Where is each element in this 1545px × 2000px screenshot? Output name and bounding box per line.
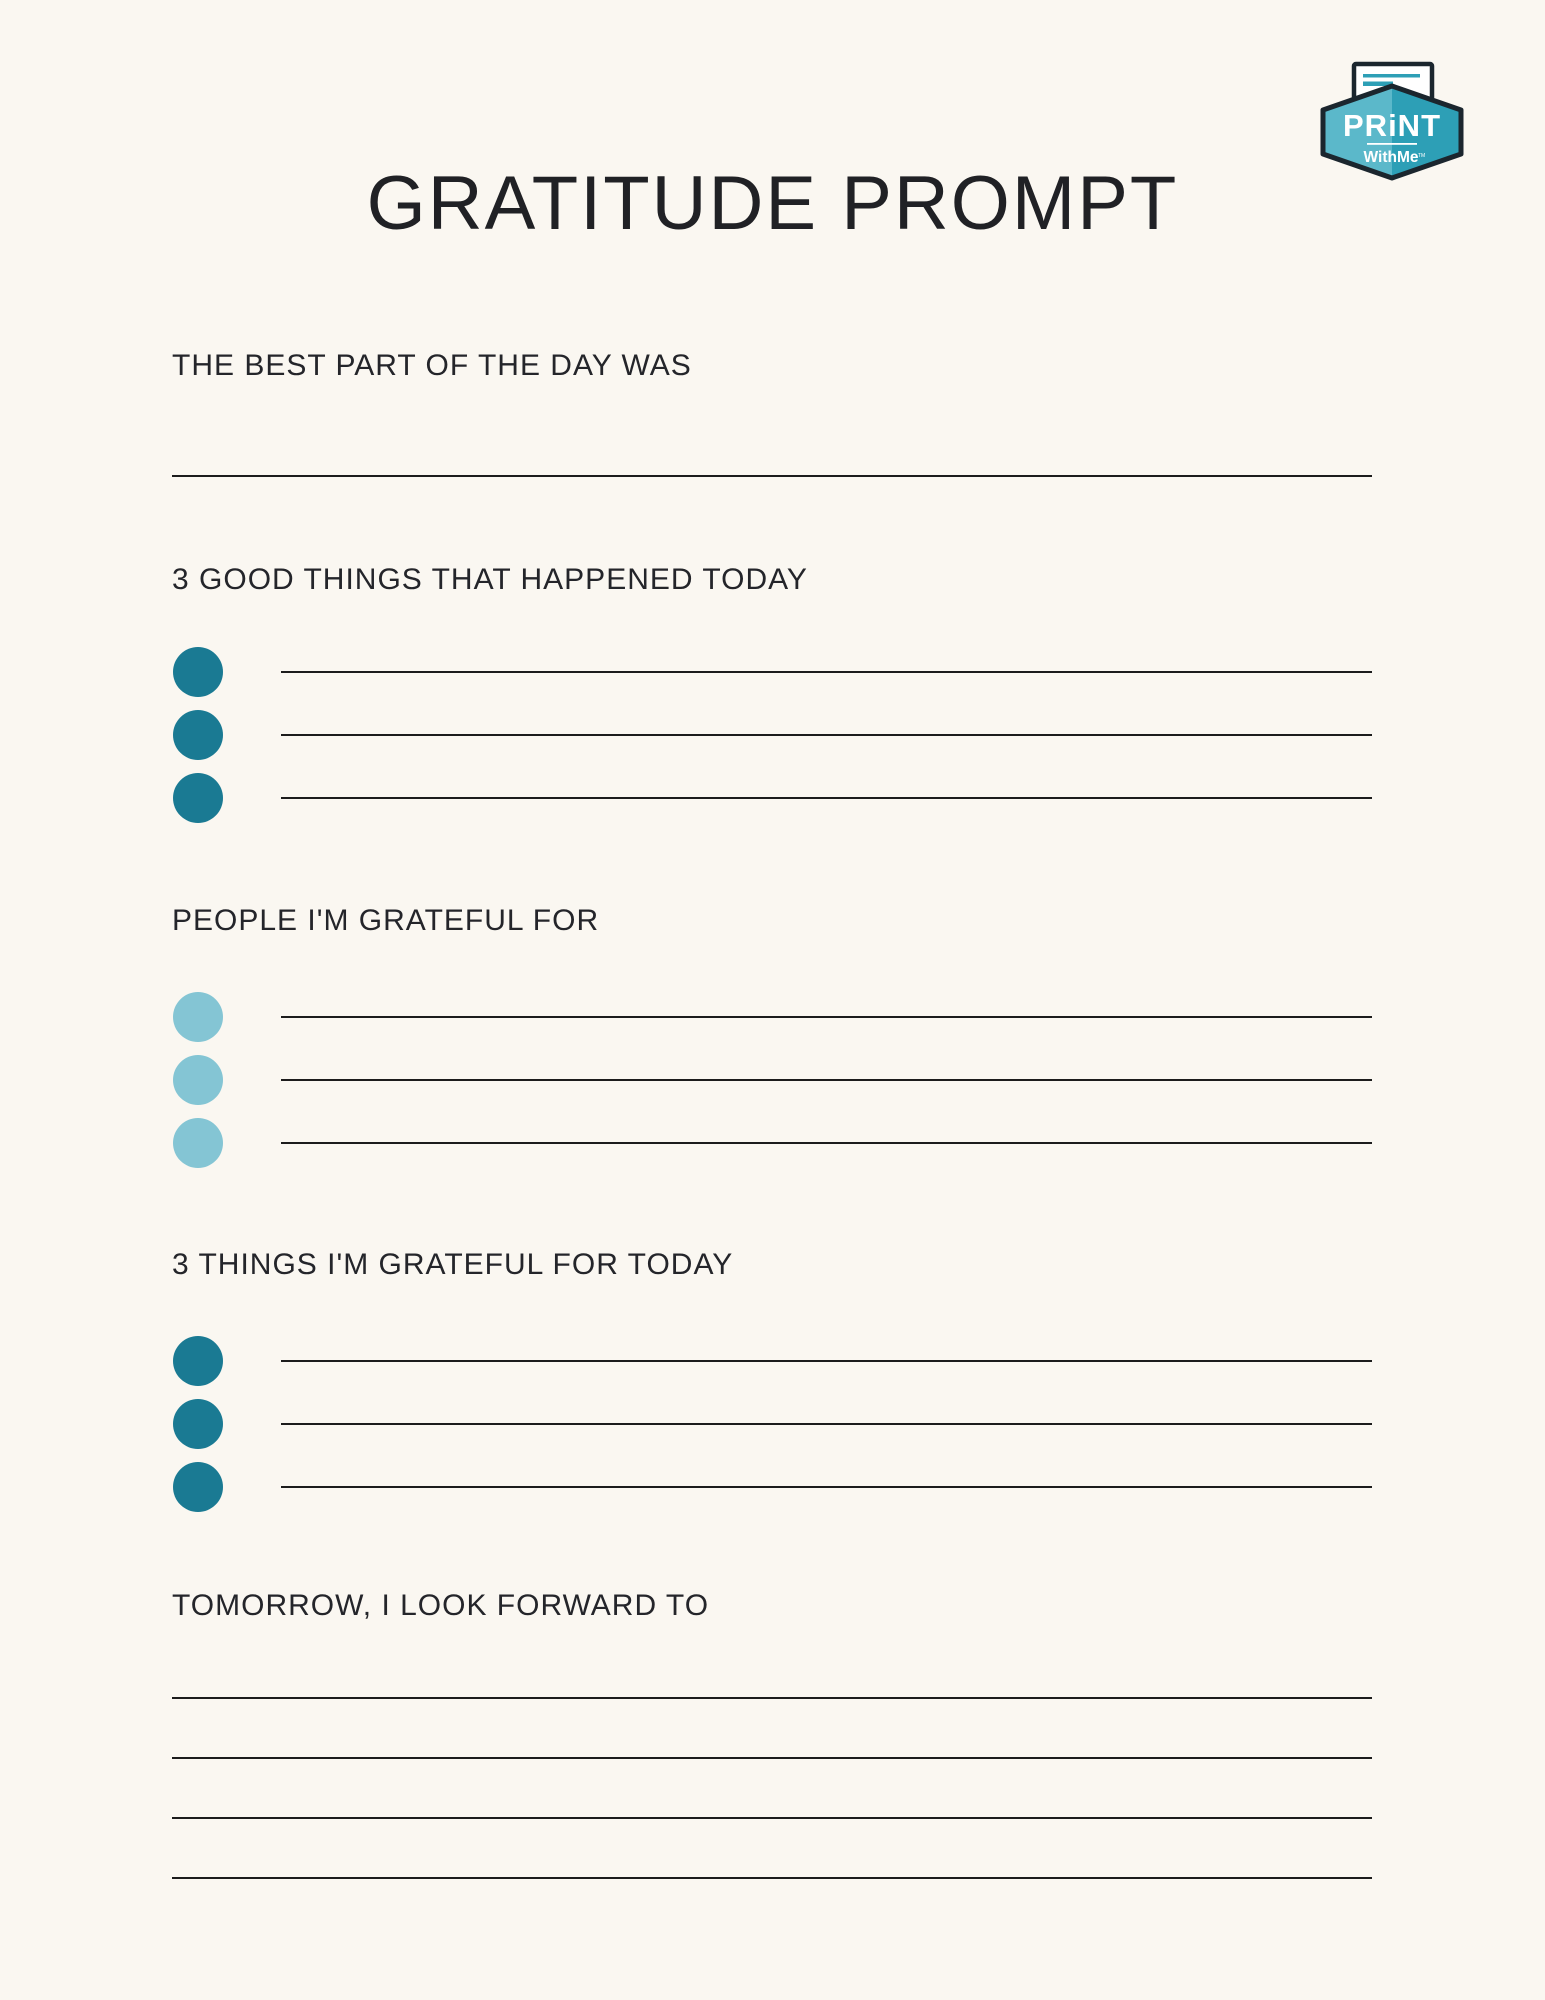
bullet-dot bbox=[173, 773, 223, 823]
bullet-dot bbox=[173, 710, 223, 760]
writing-line bbox=[281, 1486, 1372, 1488]
paper-text-line bbox=[1363, 74, 1420, 78]
worksheet-title: GRATITUDE PROMPT bbox=[366, 161, 1179, 246]
writing-line bbox=[281, 1142, 1372, 1144]
writing-line bbox=[172, 1697, 1372, 1699]
printwithme-logo-icon bbox=[1320, 50, 1465, 182]
writing-line bbox=[281, 734, 1372, 736]
section-heading-things-grateful: 3 THINGS I'M GRATEFUL FOR TODAY bbox=[172, 1248, 734, 1281]
writing-line bbox=[281, 671, 1372, 673]
bullet-dot bbox=[173, 1399, 223, 1449]
section-heading-best-part: THE BEST PART OF THE DAY WAS bbox=[172, 349, 692, 382]
section-heading-tomorrow: TOMORROW, I LOOK FORWARD TO bbox=[172, 1589, 710, 1622]
writing-line bbox=[281, 1016, 1372, 1018]
section-heading-people: PEOPLE I'M GRATEFUL FOR bbox=[172, 904, 600, 937]
bullet-dot bbox=[173, 992, 223, 1042]
writing-line bbox=[172, 475, 1372, 477]
writing-line bbox=[281, 1423, 1372, 1425]
writing-line bbox=[172, 1757, 1372, 1759]
writing-line bbox=[281, 1360, 1372, 1362]
writing-line bbox=[281, 1079, 1372, 1081]
bullet-dot bbox=[173, 1055, 223, 1105]
logo-divider-rule bbox=[1367, 143, 1417, 145]
bullet-dot bbox=[173, 1336, 223, 1386]
bullet-dot bbox=[173, 1118, 223, 1168]
section-heading-good-things: 3 GOOD THINGS THAT HAPPENED TODAY bbox=[172, 563, 808, 596]
logo-trademark-text: TM bbox=[1418, 153, 1426, 159]
writing-line bbox=[172, 1817, 1372, 1819]
writing-line bbox=[172, 1877, 1372, 1879]
printwithme-logo bbox=[1320, 50, 1465, 182]
writing-line bbox=[281, 797, 1372, 799]
logo-brand-top-text: PRiNT bbox=[1343, 108, 1441, 143]
logo-brand-bottom-text: WithMe bbox=[1363, 149, 1419, 166]
bullet-dot bbox=[173, 1462, 223, 1512]
bullet-dot bbox=[173, 647, 223, 697]
